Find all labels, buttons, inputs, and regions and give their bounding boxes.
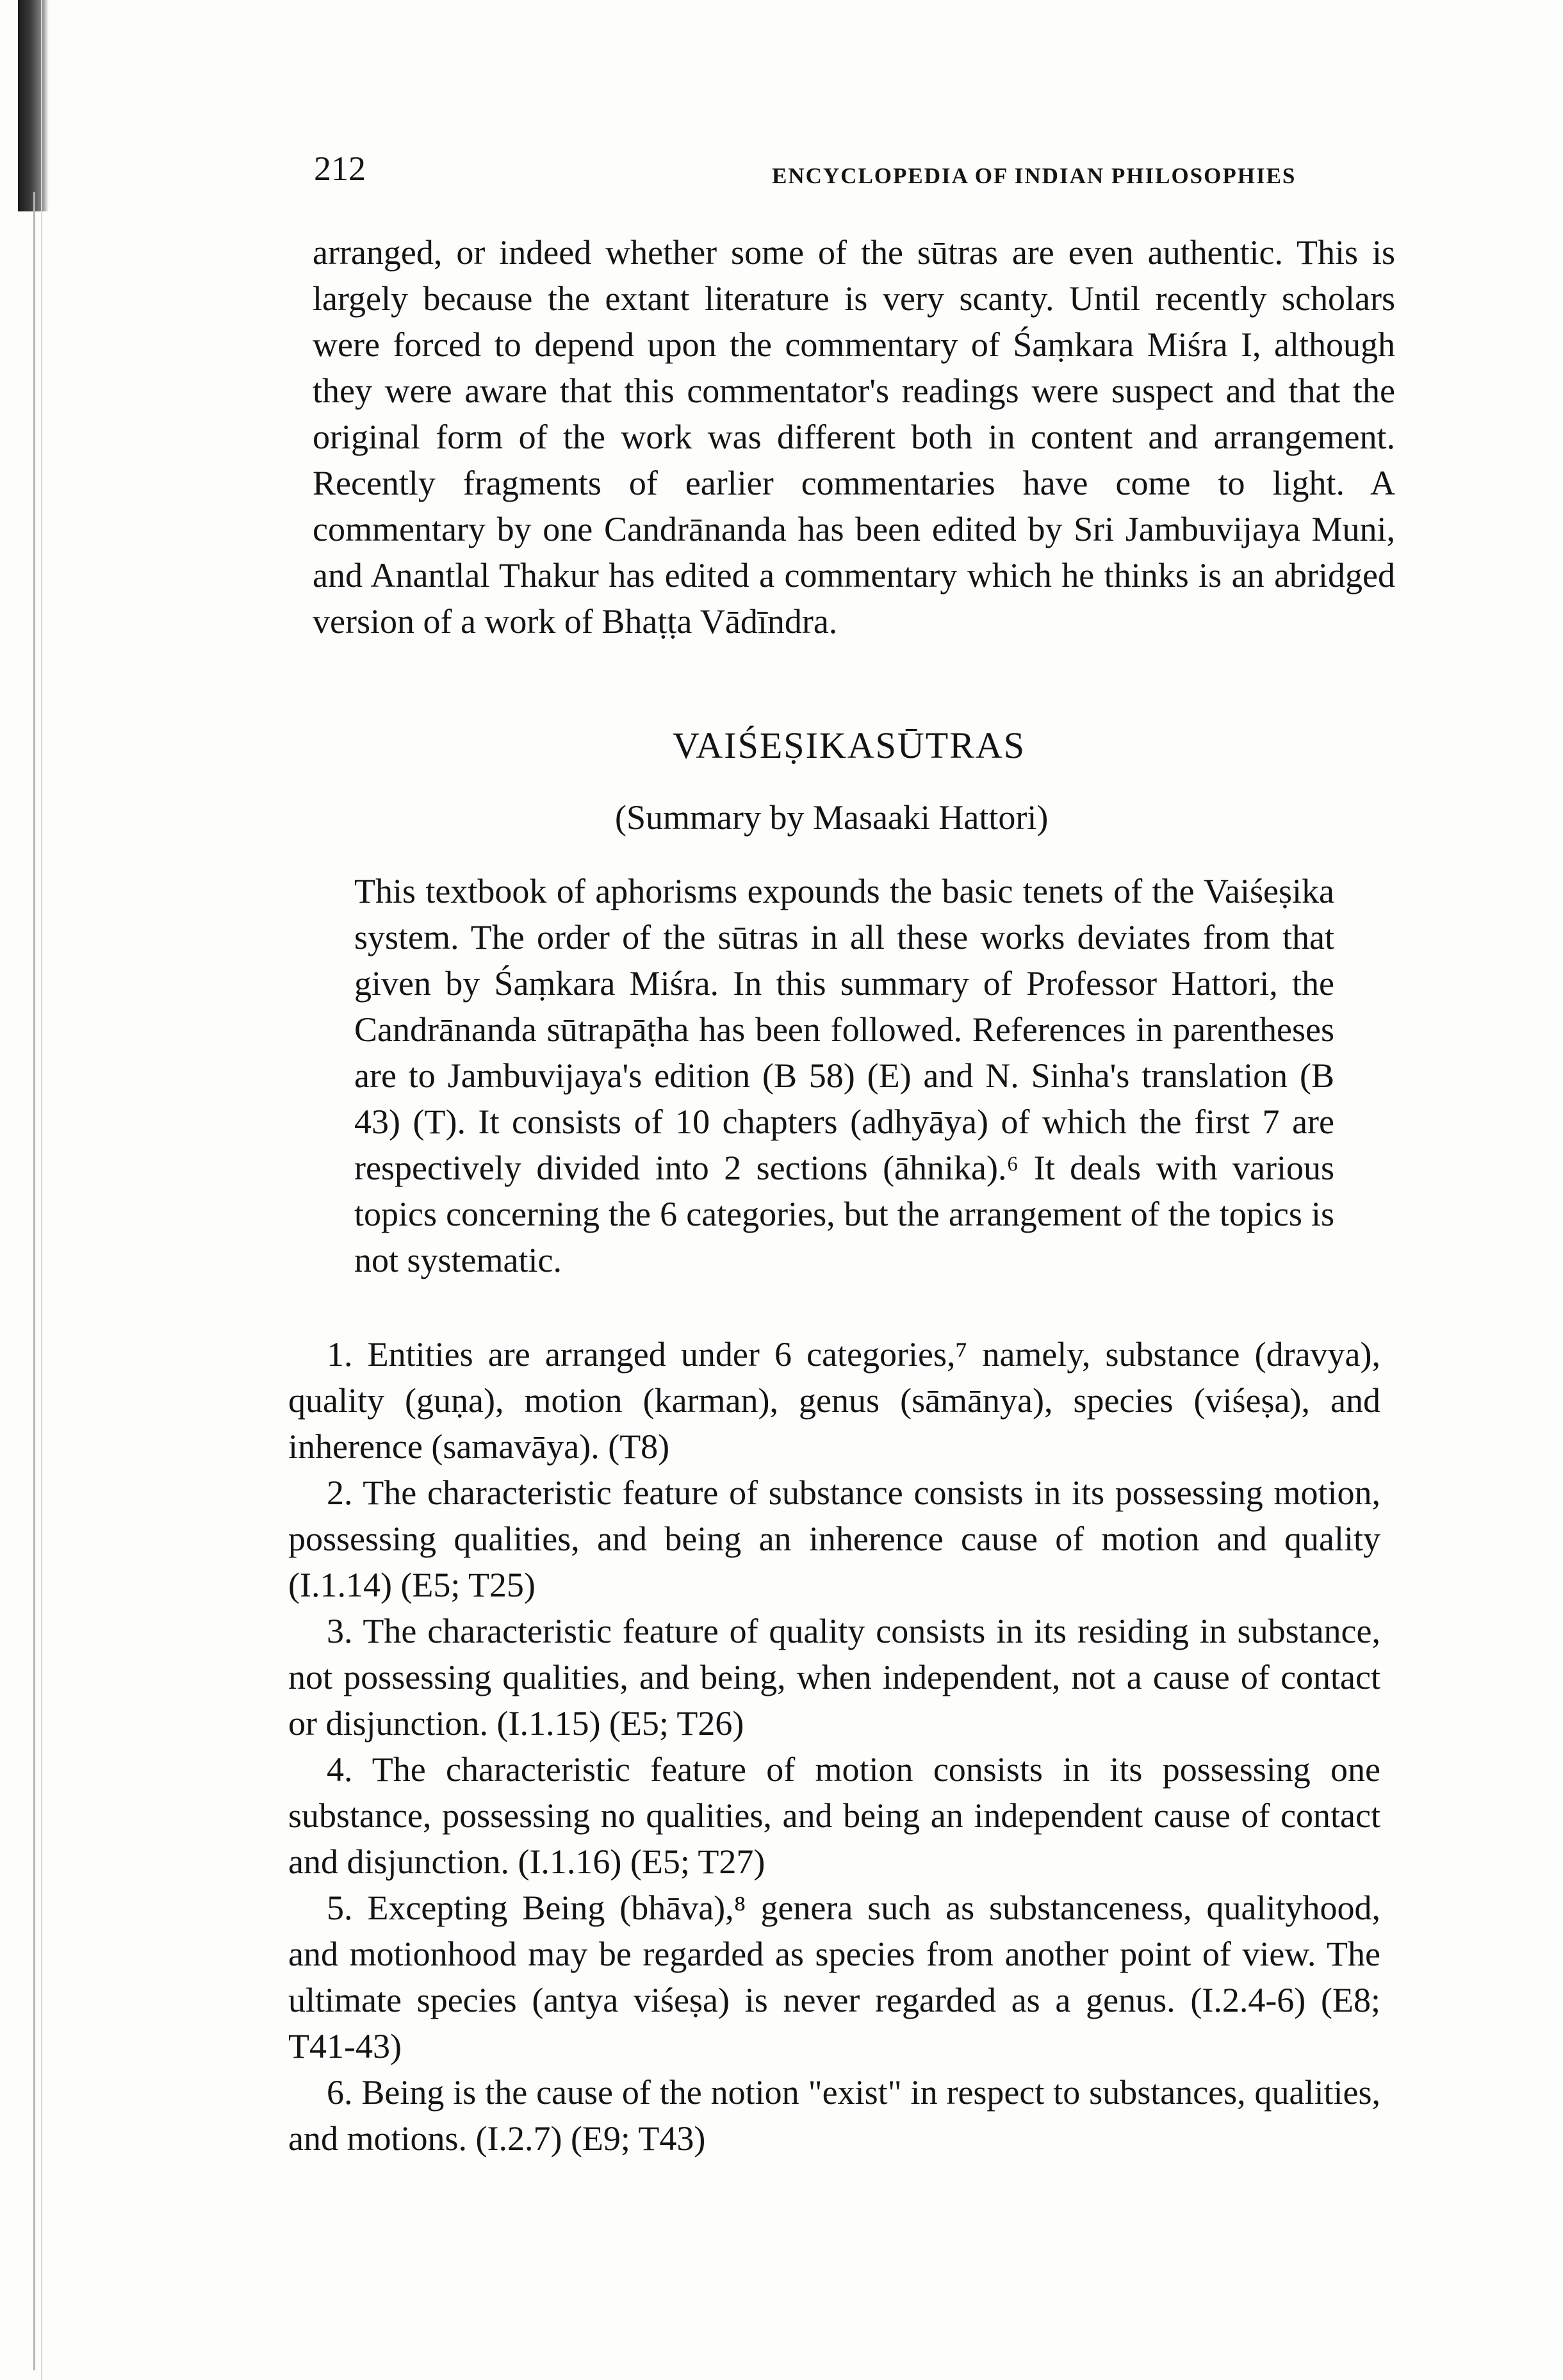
numbered-item: 3. The characteristic feature of quality consists in its residing in substance, not possessing qualities, and being, when independent, not a cause of contact or disjunction. (I.1.15) (E5; T26) bbox=[288, 1612, 1380, 1743]
summary-paragraph: This textbook of aphorisms expounds the basic tenets of the Vaiśeṣika system. The order of the sūtras in all these works deviates from that given by Śaṃkara Miśra. In this summary of Professor Hattori, the Candrānanda sūtrapāṭha has been followed. References in parentheses are to Jambuvijaya's edition (B 58) (E) and N. Sinha's translation (B 43) (T). It consists of 10 chapters (adhyāya) of which the first 7 are respectively divided into 2 sections (āhnika).⁶ It deals with various topics concerning the 6 categories, but the arrangement of the topics is not systematic. bbox=[354, 872, 1334, 1279]
numbered-item: 2. The characteristic feature of substance consists in its possessing motion, possessing qualities, and being an inherence cause of motion and quality (I.1.14) (E5; T25) bbox=[288, 1473, 1380, 1604]
intro-paragraph: arranged, or indeed whether some of the sūtras are even authentic. This is largely because the extant literature is very scanty. Until recently scholars were forced to depend upon the commentary of Śaṃkara Miśra I, although they were aware that this commentator's readings were suspect and that the original form of the work was different both in content and arrangement. Recently fragments of earlier commentaries have come to light. A commentary by one Candrānanda has been edited by Sri Jambuvijaya Muni, and Anantlal Thakur has edited a commentary which he thinks is an abridged version of a work of Bhaṭṭa Vādīndra. bbox=[313, 233, 1395, 641]
numbered-item: 1. Entities are arranged under 6 categories,⁷ namely, substance (dravya), quality (guṇa), motion (karman), genus (sāmānya), species (viśeṣa), and inherence (samavāya). (T8) bbox=[288, 1335, 1380, 1466]
section-title: VAIŚEṢIKASŪTRAS bbox=[673, 725, 1026, 766]
numbered-item: 6. Being is the cause of the notion "exist" in respect to substances, qualities, and motions. (I.2.7) (E9; T43) bbox=[288, 2073, 1380, 2158]
numbered-item: 4. The characteristic feature of motion consists in its possessing one substance, possessing no qualities, and being an independent cause of contact and disjunction. (I.1.16) (E5; T27) bbox=[288, 1750, 1380, 1881]
binding-shadow bbox=[18, 0, 49, 211]
binding-line bbox=[33, 192, 35, 2370]
page-edge-line bbox=[41, 0, 42, 2380]
section-subtitle: (Summary by Masaaki Hattori) bbox=[615, 798, 1049, 837]
page-number: 212 bbox=[314, 149, 366, 188]
running-head: ENCYCLOPEDIA OF INDIAN PHILOSOPHIES bbox=[772, 163, 1297, 188]
numbered-item: 5. Excepting Being (bhāva),⁸ genera such as substanceness, qualityhood, and motionhood may be regarded as species from another point of view. The ultimate species (antya viśeṣa) is never regarded as a genus. (I.2.4-6) (E8; T41-43) bbox=[288, 1889, 1380, 2065]
